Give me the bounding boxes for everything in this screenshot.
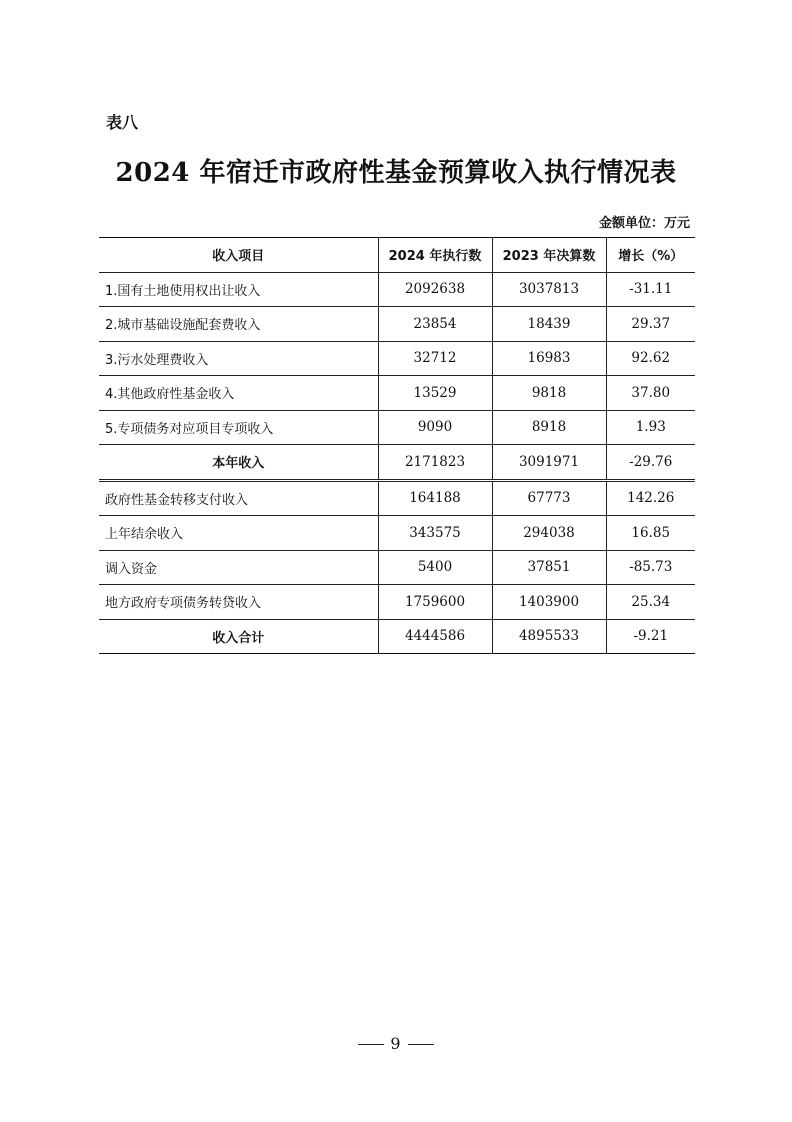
row-name: 5.专项债务对应项目专项收入 xyxy=(99,410,378,445)
total-row xyxy=(99,619,695,654)
row-growth: -9.21 xyxy=(606,619,695,654)
row-name: 地方政府专项债务转贷收入 xyxy=(99,585,378,620)
table-row xyxy=(99,550,695,585)
header-growth: 增长（%） xyxy=(606,238,695,273)
row-growth: 37.80 xyxy=(606,376,695,411)
row-2024: 1759600 xyxy=(378,585,492,620)
row-name: 1.国有土地使用权出让收入 xyxy=(99,272,378,307)
table-label: 表八 xyxy=(106,113,139,132)
table-row xyxy=(99,516,695,551)
table-header-row xyxy=(99,238,695,273)
page-number xyxy=(0,1034,792,1053)
table-row xyxy=(99,410,695,445)
row-2023: 1403900 xyxy=(492,585,606,620)
row-growth: 16.85 xyxy=(606,516,695,551)
row-name: 政府性基金转移支付收入 xyxy=(99,480,378,516)
subtotal-row xyxy=(99,445,695,481)
table-row xyxy=(99,480,695,516)
header-item: 收入项目 xyxy=(99,238,378,273)
page-dash-right xyxy=(408,1044,434,1045)
row-2024: 343575 xyxy=(378,516,492,551)
row-2024: 2171823 xyxy=(378,445,492,481)
table-row xyxy=(99,341,695,376)
row-name: 上年结余收入 xyxy=(99,516,378,551)
table-row xyxy=(99,307,695,342)
row-growth: 25.34 xyxy=(606,585,695,620)
row-2023: 9818 xyxy=(492,376,606,411)
row-2023: 3091971 xyxy=(492,445,606,481)
table-row xyxy=(99,376,695,411)
row-2024: 2092638 xyxy=(378,272,492,307)
row-growth: -31.11 xyxy=(606,272,695,307)
row-2024: 9090 xyxy=(378,410,492,445)
row-growth: 92.62 xyxy=(606,341,695,376)
table-row xyxy=(99,272,695,307)
row-2024: 5400 xyxy=(378,550,492,585)
row-name: 调入资金 xyxy=(99,550,378,585)
header-2023: 2023 年决算数 xyxy=(492,238,606,273)
row-2023: 8918 xyxy=(492,410,606,445)
row-2023: 4895533 xyxy=(492,619,606,654)
row-growth: -29.76 xyxy=(606,445,695,481)
row-2023: 3037813 xyxy=(492,272,606,307)
row-name: 2.城市基础设施配套费收入 xyxy=(99,307,378,342)
page-title: 2024 年宿迁市政府性基金预算收入执行情况表 xyxy=(115,158,677,188)
page-dash-left xyxy=(358,1044,384,1045)
row-name: 3.污水处理费收入 xyxy=(99,341,378,376)
row-2023: 37851 xyxy=(492,550,606,585)
row-2023: 16983 xyxy=(492,341,606,376)
table-row xyxy=(99,585,695,620)
row-growth: 1.93 xyxy=(606,410,695,445)
row-growth: 29.37 xyxy=(606,307,695,342)
row-2024: 13529 xyxy=(378,376,492,411)
row-2024: 164188 xyxy=(378,480,492,516)
row-2024: 23854 xyxy=(378,307,492,342)
row-2023: 67773 xyxy=(492,480,606,516)
row-name: 本年收入 xyxy=(99,445,378,481)
row-2024: 4444586 xyxy=(378,619,492,654)
row-2023: 18439 xyxy=(492,307,606,342)
page-number-value: 9 xyxy=(390,1034,402,1053)
row-name: 收入合计 xyxy=(99,619,378,654)
row-growth: -85.73 xyxy=(606,550,695,585)
row-2024: 32712 xyxy=(378,341,492,376)
row-growth: 142.26 xyxy=(606,480,695,516)
unit-note: 金额单位：万元 xyxy=(598,216,690,231)
budget-table xyxy=(99,237,695,654)
row-2023: 294038 xyxy=(492,516,606,551)
header-2024: 2024 年执行数 xyxy=(378,238,492,273)
row-name: 4.其他政府性基金收入 xyxy=(99,376,378,411)
